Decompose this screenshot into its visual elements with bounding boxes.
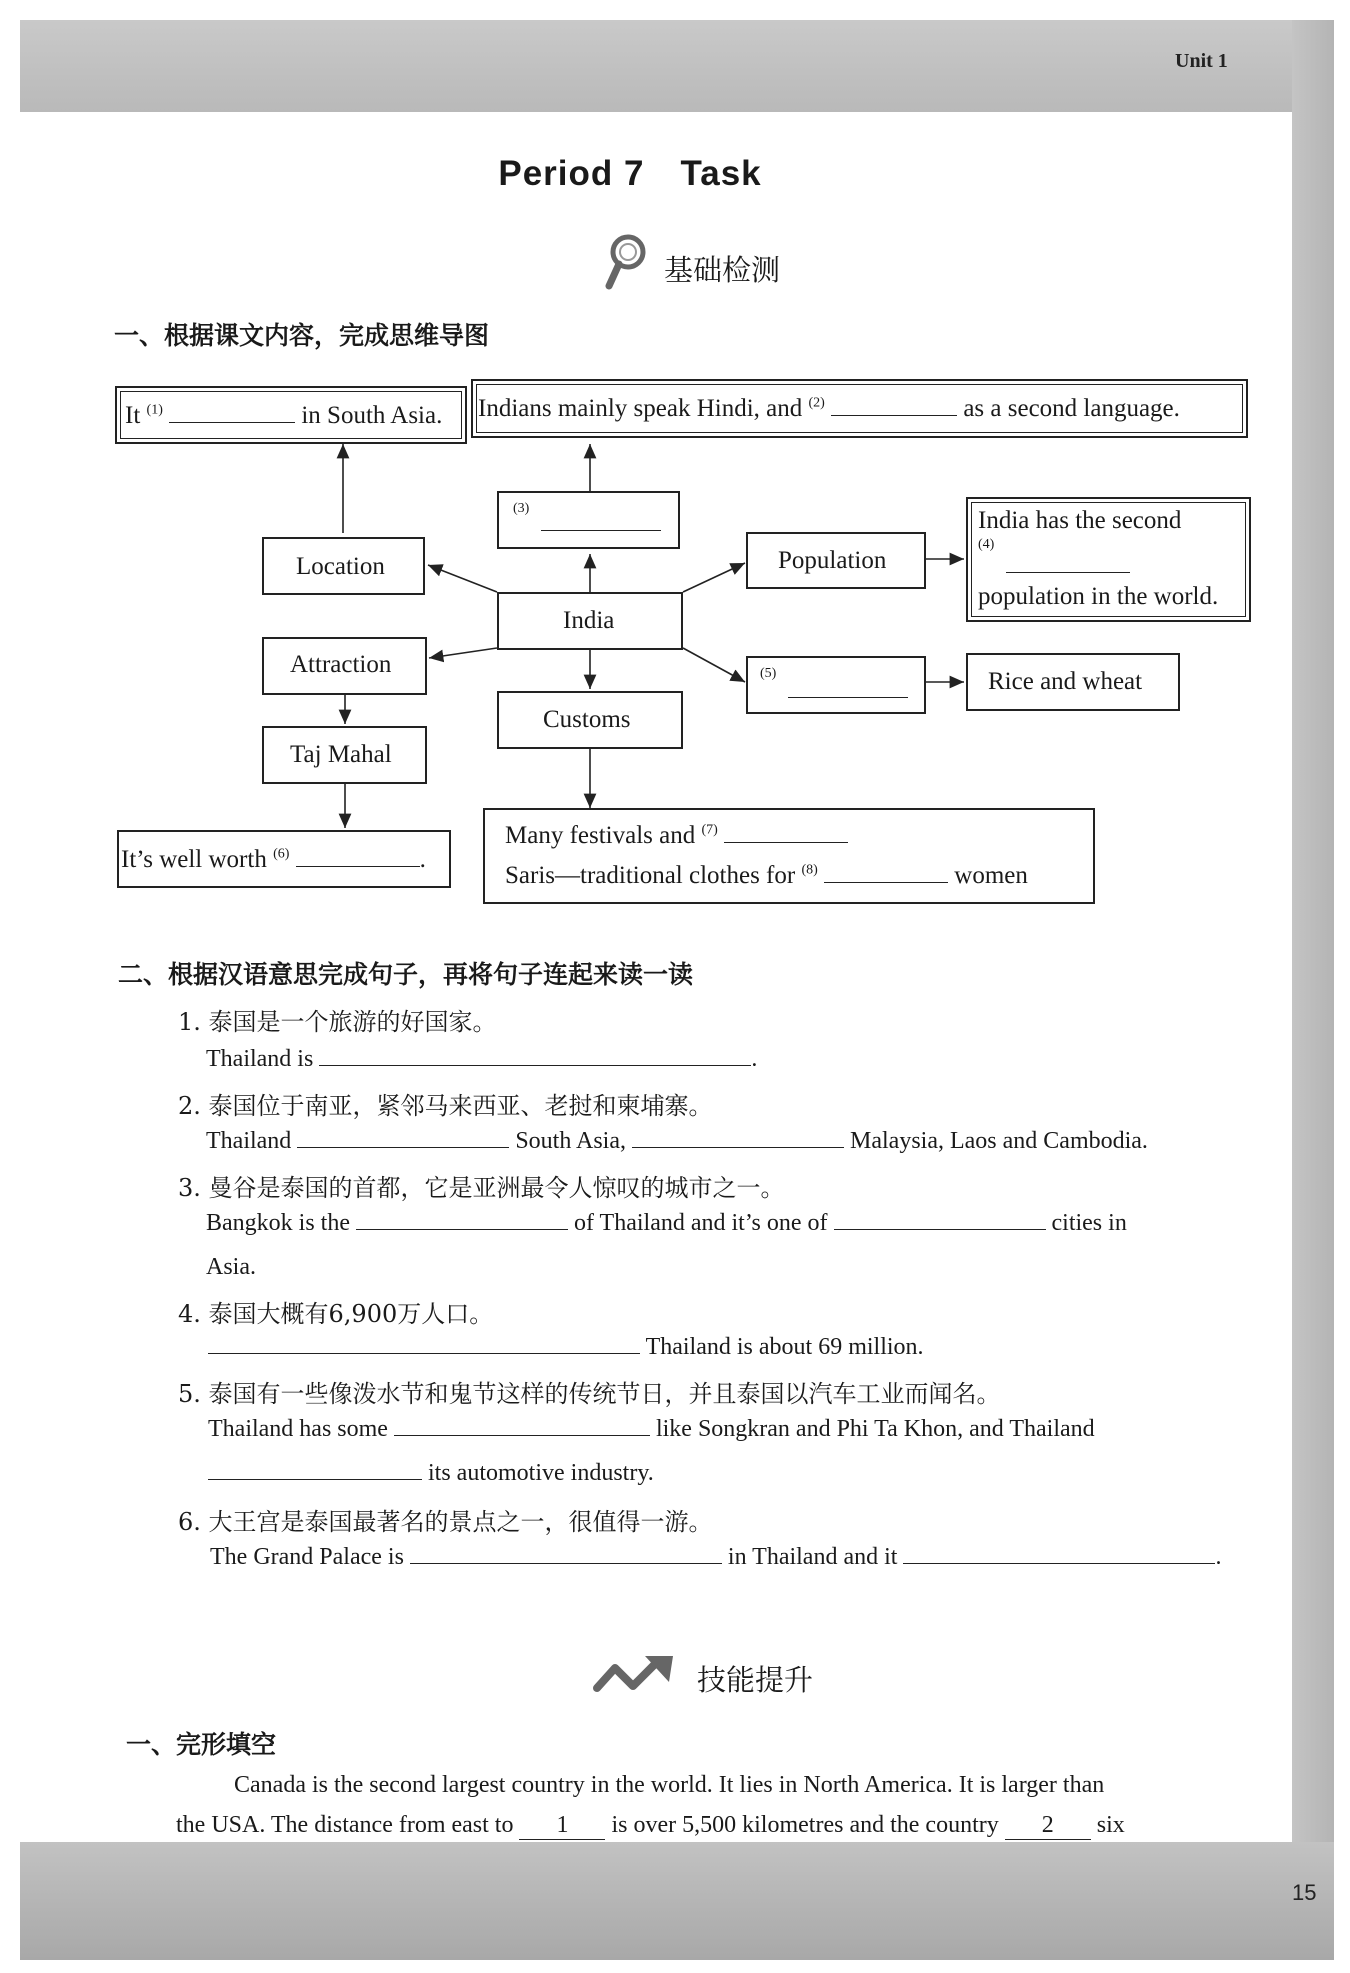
q6-text-a: The Grand Palace is bbox=[210, 1544, 404, 1570]
q3-english-cont: Asia. bbox=[206, 1254, 256, 1280]
b4-line1: India has the second bbox=[978, 507, 1182, 534]
mindmap-box-blank-4 bbox=[966, 497, 1251, 622]
section-basic-title: 基础检测 bbox=[664, 253, 781, 287]
q5-english bbox=[208, 1416, 1095, 1443]
cloze-text-a: the USA. The distance from east to bbox=[176, 1812, 514, 1838]
b7-prefix: Many festivals and bbox=[505, 822, 696, 849]
q3-blank-2[interactable] bbox=[834, 1228, 1046, 1230]
q3-text-a: Bangkok is the bbox=[206, 1210, 350, 1236]
q6-blank-2[interactable] bbox=[903, 1562, 1215, 1564]
q5-text-a: Thailand has some bbox=[208, 1416, 388, 1442]
trend-arrow-icon bbox=[593, 1654, 679, 1696]
q4-blank[interactable] bbox=[208, 1352, 640, 1354]
q6-english bbox=[210, 1544, 1221, 1571]
q2-blank-2[interactable] bbox=[632, 1146, 844, 1148]
blank-2[interactable] bbox=[831, 414, 957, 416]
blank-5[interactable] bbox=[788, 696, 908, 698]
cloze-heading: 一、完形填空 bbox=[126, 1730, 277, 1759]
blank-number-1: (1) bbox=[146, 402, 163, 418]
mindmap-box-blank-7-8 bbox=[483, 808, 1095, 904]
b2-suffix: as a second language. bbox=[963, 395, 1180, 422]
q2-chinese: 2. 泰国位于南亚，紧邻马来西亚、老挝和柬埔寨。 bbox=[178, 1092, 713, 1120]
q3-blank-1[interactable] bbox=[356, 1228, 568, 1230]
cloze-blank-1-number: 1 bbox=[556, 1812, 569, 1838]
b6-prefix: It’s well worth bbox=[121, 846, 267, 873]
q6-text-c: . bbox=[1215, 1544, 1222, 1570]
q3-english bbox=[206, 1210, 1127, 1237]
mindmap-box-blank-3 bbox=[497, 491, 680, 549]
q6-chinese: 6. 大王宫是泰国最著名的景点之一，很值得一游。 bbox=[178, 1508, 713, 1536]
q3-text-c: cities in bbox=[1051, 1210, 1127, 1236]
q5-chinese: 5. 泰国有一些像泼水节和鬼节这样的传统节日，并且泰国以汽车工业而闻名。 bbox=[178, 1380, 1001, 1408]
mindmap-box-rice-wheat bbox=[966, 653, 1180, 711]
q1-text-b: . bbox=[751, 1046, 758, 1072]
part1-heading: 一、根据课文内容，完成思维导图 bbox=[114, 321, 490, 350]
q2-blank-1[interactable] bbox=[297, 1146, 509, 1148]
mindmap-box-blank-6 bbox=[117, 830, 451, 888]
blank-number-5: (5) bbox=[760, 666, 777, 681]
blank-number-4: (4) bbox=[978, 537, 995, 552]
cloze-text-b: is over 5,500 kilometres and the country bbox=[611, 1812, 999, 1838]
q2-english bbox=[206, 1128, 1148, 1155]
q1-blank[interactable] bbox=[319, 1064, 751, 1066]
population-label: Population bbox=[778, 547, 887, 574]
cloze-line-2 bbox=[176, 1812, 1125, 1840]
cloze-blank-1[interactable] bbox=[519, 1812, 605, 1840]
mindmap-box-blank-2 bbox=[471, 379, 1248, 438]
blank-number-8: (8) bbox=[801, 862, 818, 878]
q5-english-cont bbox=[208, 1460, 654, 1487]
blank-number-3: (3) bbox=[513, 501, 530, 516]
q2-text-b: South Asia, bbox=[515, 1128, 626, 1154]
mindmap-box-location bbox=[262, 537, 425, 595]
q1-text-a: Thailand is bbox=[206, 1046, 314, 1072]
rice-wheat-label: Rice and wheat bbox=[988, 668, 1143, 695]
q5-blank-1[interactable] bbox=[394, 1434, 650, 1436]
blank-number-7: (7) bbox=[701, 822, 718, 838]
cloze-blank-2-number: 2 bbox=[1041, 1812, 1054, 1838]
cloze-blank-2[interactable] bbox=[1005, 1812, 1091, 1840]
mindmap-box-attraction bbox=[262, 637, 427, 695]
cloze-line-1: Canada is the second largest country in the world. It lies in North America. It is larger than bbox=[234, 1772, 1105, 1798]
customs-label: Customs bbox=[543, 706, 631, 733]
blank-8[interactable] bbox=[824, 881, 948, 883]
location-label: Location bbox=[296, 553, 385, 580]
q5-text-b: like Songkran and Phi Ta Khon, and Thailand bbox=[655, 1416, 1095, 1442]
b8-suffix: women bbox=[954, 862, 1028, 889]
blank-number-6: (6) bbox=[273, 846, 290, 862]
mindmap-box-blank-1 bbox=[115, 386, 467, 444]
q3-chinese: 3. 曼谷是泰国的首都，它是亚洲最令人惊叹的城市之一。 bbox=[178, 1174, 785, 1202]
mindmap-center-india bbox=[497, 592, 683, 650]
q4-text-a: Thailand is about 69 million. bbox=[645, 1334, 924, 1360]
page-title: Period 7 Task bbox=[498, 154, 762, 193]
attraction-label: Attraction bbox=[290, 651, 392, 678]
q6-blank-1[interactable] bbox=[410, 1562, 722, 1564]
blank-1[interactable] bbox=[169, 421, 295, 423]
section-skill-title: 技能提升 bbox=[697, 1663, 814, 1697]
b1-suffix: in South Asia. bbox=[301, 402, 443, 429]
b8-prefix: Saris—traditional clothes for bbox=[505, 862, 796, 889]
unit-label: Unit 1 bbox=[1175, 50, 1228, 72]
blank-6[interactable] bbox=[296, 865, 420, 867]
q4-chinese: 4. 泰国大概有6,900万人口。 bbox=[178, 1300, 494, 1328]
mindmap-box-taj-mahal bbox=[262, 726, 427, 784]
q2-text-c: Malaysia, Laos and Cambodia. bbox=[850, 1128, 1148, 1154]
taj-mahal-label: Taj Mahal bbox=[290, 741, 392, 768]
b1-prefix: It bbox=[125, 402, 141, 429]
mindmap-box-blank-5 bbox=[746, 656, 926, 714]
blank-7[interactable] bbox=[724, 841, 848, 843]
q6-text-b: in Thailand and it bbox=[727, 1544, 898, 1570]
blank-number-2: (2) bbox=[808, 395, 825, 411]
b4-line3: population in the world. bbox=[978, 583, 1219, 610]
q2-text-a: Thailand bbox=[206, 1128, 292, 1154]
blank-4[interactable] bbox=[1006, 571, 1130, 573]
india-label: India bbox=[563, 607, 615, 634]
q5-text-c: its automotive industry. bbox=[428, 1460, 654, 1486]
b6-suffix: . bbox=[419, 846, 426, 873]
blank-3[interactable] bbox=[541, 529, 661, 531]
mindmap-box-customs bbox=[497, 691, 683, 749]
b2-prefix: Indians mainly speak Hindi, and bbox=[478, 395, 803, 422]
q1-english bbox=[206, 1046, 757, 1073]
q4-english bbox=[208, 1334, 924, 1361]
q3-text-b: of Thailand and it’s one of bbox=[574, 1210, 828, 1236]
cloze-text-c: six bbox=[1096, 1812, 1125, 1838]
mindmap-box-population bbox=[746, 532, 926, 589]
page-number: 15 bbox=[1292, 1880, 1317, 1905]
part2-heading: 二、根据汉语意思完成句子，再将句子连起来读一读 bbox=[118, 960, 694, 989]
q1-chinese: 1. 泰国是一个旅游的好国家。 bbox=[178, 1008, 497, 1036]
q5-blank-2[interactable] bbox=[208, 1478, 422, 1480]
